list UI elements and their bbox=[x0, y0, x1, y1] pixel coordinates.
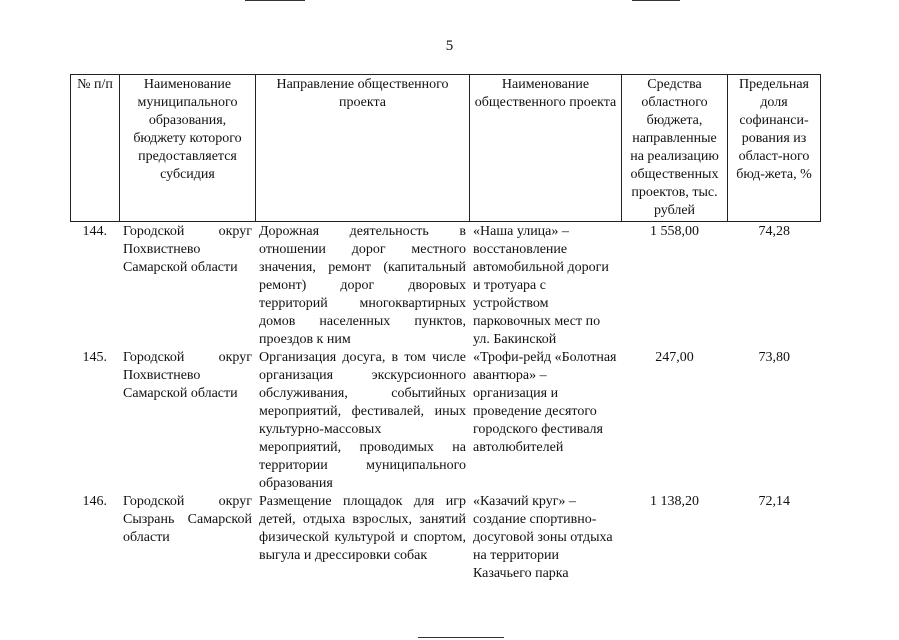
row-direction: Размещение площадок для игр детей, отдыха взрослых, занятий физической культурой и спортом, выгула и дрессировки собак bbox=[259, 494, 466, 563]
row-share: 73,80 bbox=[758, 350, 790, 365]
header-share: Предельная доля софинанси-рования из област-ного бюд-жета, % bbox=[728, 75, 821, 222]
header-municipality: Наименование муниципального образования, бюджету которого предоставляется субсидия bbox=[120, 75, 256, 222]
row-funds: 247,00 bbox=[655, 350, 694, 365]
row-number: 144. bbox=[82, 224, 107, 239]
header-direction: Направление общественного проекта bbox=[256, 75, 470, 222]
row-share: 74,28 bbox=[758, 224, 790, 239]
top-edge-line bbox=[632, 0, 680, 1]
row-municipality: Городской округ Похвистнево Самарской области bbox=[123, 224, 252, 275]
row-funds: 1 138,20 bbox=[650, 494, 699, 509]
table-row bbox=[71, 493, 821, 583]
row-direction: Дорожная деятельность в отношении дорог местного значения, ремонт (капитальный ремонт) дорог дворовых территорий многоквартирных домов населенных пунктов, проездов к ним bbox=[259, 224, 466, 347]
table-row bbox=[71, 222, 821, 350]
bottom-edge-line bbox=[418, 637, 504, 638]
header-funds: Средства областного бюджета, направленные на реализацию общественных проектов, тыс. рублей bbox=[622, 75, 728, 222]
subsidy-table bbox=[70, 74, 821, 583]
table-header-row bbox=[71, 75, 821, 222]
row-project: «Наша улица» – восстановление автомобильной дороги и тротуара с устройством парковочных мест по ул. Бакинской bbox=[473, 224, 609, 347]
row-share: 72,14 bbox=[758, 494, 790, 509]
top-edge-line bbox=[245, 0, 305, 1]
row-project: «Трофи-рейд «Болотная авантюра» – организация и проведение десятого городского фестиваля автолюбителей bbox=[473, 350, 617, 455]
row-number: 146. bbox=[82, 494, 107, 509]
header-number: № п/п bbox=[71, 75, 120, 222]
header-project: Наименование общественного проекта bbox=[470, 75, 622, 222]
row-municipality: Городской округ Похвистнево Самарской области bbox=[123, 350, 252, 401]
row-municipality: Городской округ Сызрань Самарской области bbox=[123, 494, 252, 545]
row-direction: Организация досуга, в том числе организация экскурсионного обслуживания, событийных мероприятий, фестивалей, иных культурно-массовых мероприятий, проводимых на территории муниципального образования bbox=[259, 350, 466, 491]
row-number: 145. bbox=[82, 350, 107, 365]
row-project: «Казачий круг» – создание спортивно-досуговой зоны отдыха на территории Казачьего парка bbox=[473, 494, 613, 581]
row-funds: 1 558,00 bbox=[650, 224, 699, 239]
page-number: 5 bbox=[445, 38, 454, 54]
table-row bbox=[71, 349, 821, 493]
